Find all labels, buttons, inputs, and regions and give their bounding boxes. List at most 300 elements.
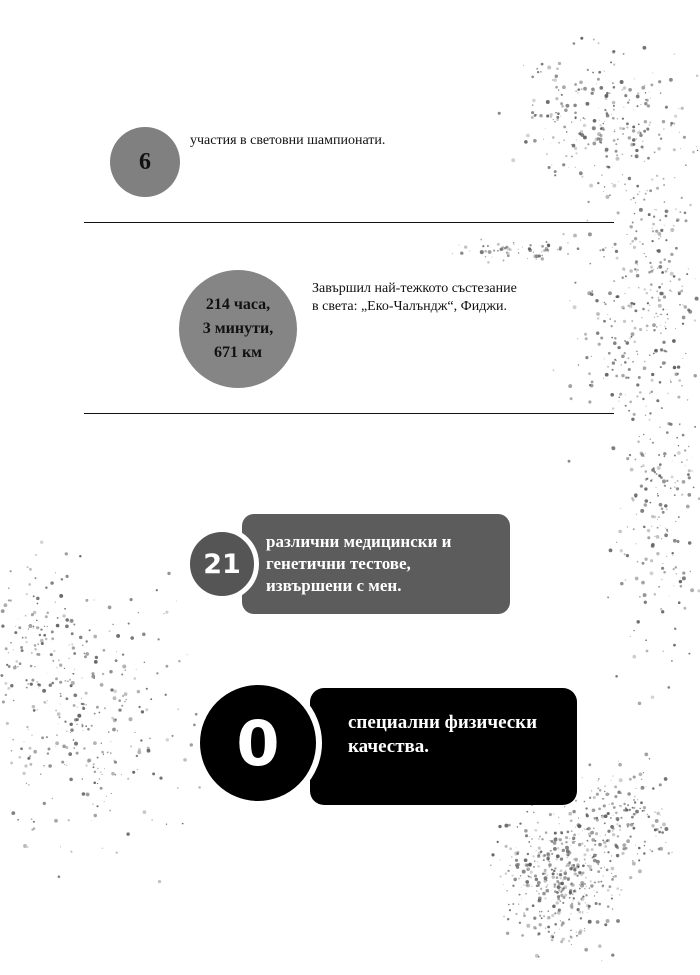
ink-dot xyxy=(619,778,623,782)
ink-dot xyxy=(538,254,541,257)
ink-dot xyxy=(604,186,605,187)
ink-dot xyxy=(649,121,651,123)
ink-dot xyxy=(552,876,555,879)
ink-dot xyxy=(22,637,24,639)
ink-dot xyxy=(580,897,584,901)
ink-dot xyxy=(556,873,558,875)
ink-dot xyxy=(630,243,632,245)
ink-dot xyxy=(6,664,8,666)
ink-dot xyxy=(503,916,505,918)
ink-dot xyxy=(545,831,548,834)
ink-dot xyxy=(541,255,543,257)
ink-dot xyxy=(506,932,509,935)
ink-dot xyxy=(595,832,598,835)
ink-dot xyxy=(607,314,608,315)
ink-dot xyxy=(598,107,599,108)
ink-dot xyxy=(113,696,117,700)
ink-dot xyxy=(596,793,599,796)
ink-dot xyxy=(675,247,678,250)
ink-dot xyxy=(580,825,581,826)
ink-dot xyxy=(533,866,535,868)
ink-dot xyxy=(137,769,139,771)
ink-dot xyxy=(562,902,564,904)
ink-dot xyxy=(551,869,553,871)
ink-dot xyxy=(604,70,605,71)
ink-dot xyxy=(631,336,633,338)
ink-dot xyxy=(625,405,627,407)
ink-dot xyxy=(578,364,579,365)
ink-dot xyxy=(603,798,604,799)
ink-dot xyxy=(586,814,589,817)
ink-dot xyxy=(102,847,104,849)
ink-dot xyxy=(27,846,29,848)
ink-dot xyxy=(58,660,59,661)
ink-dot xyxy=(657,315,659,317)
ink-dot xyxy=(559,873,562,876)
ink-dot xyxy=(671,852,673,854)
ink-dot xyxy=(11,750,12,751)
ink-dot xyxy=(626,554,629,557)
ink-dot xyxy=(13,649,14,650)
ink-dot xyxy=(47,752,49,754)
ink-dot xyxy=(567,857,568,858)
ink-dot xyxy=(644,161,645,162)
ink-dot xyxy=(606,112,609,115)
ink-dot xyxy=(613,876,615,878)
ink-dot xyxy=(66,764,68,766)
ink-dot xyxy=(612,369,614,371)
ink-dot xyxy=(492,256,493,257)
ink-dot xyxy=(613,105,615,107)
ink-dot xyxy=(586,904,590,908)
ink-dot xyxy=(598,343,601,346)
ink-dot xyxy=(629,876,632,879)
ink-dot xyxy=(549,861,550,862)
ink-dot xyxy=(507,870,509,872)
ink-dot xyxy=(570,913,571,914)
ink-dot xyxy=(674,53,676,55)
ink-dot xyxy=(637,354,638,355)
ink-dot xyxy=(603,123,605,125)
ink-dot xyxy=(548,166,551,169)
ink-dot xyxy=(666,556,667,557)
ink-dot xyxy=(552,79,554,81)
ink-dot xyxy=(669,289,671,291)
ink-dot xyxy=(15,626,16,627)
ink-dot xyxy=(651,391,654,394)
ink-dot xyxy=(576,875,578,877)
ink-dot xyxy=(641,779,642,780)
ink-dot xyxy=(603,815,605,817)
ink-dot xyxy=(65,746,68,749)
ink-dot xyxy=(20,646,23,649)
ink-dot xyxy=(584,888,585,889)
ink-dot xyxy=(657,495,659,497)
ink-dot xyxy=(638,376,641,379)
ink-dot xyxy=(680,585,683,588)
ink-dot xyxy=(605,247,607,249)
ink-dot xyxy=(615,250,618,253)
ink-dot xyxy=(565,841,567,843)
ink-dot xyxy=(591,838,595,842)
ink-dot xyxy=(585,829,586,830)
stat-description-line: различни медицински и xyxy=(266,532,452,551)
ink-dot xyxy=(633,528,635,530)
ink-dot xyxy=(545,889,549,893)
ink-dot xyxy=(564,873,565,874)
ink-dot xyxy=(62,614,65,617)
ink-dot xyxy=(130,636,134,640)
ink-dot xyxy=(554,932,555,933)
ink-dot xyxy=(669,423,672,426)
ink-dot xyxy=(533,139,537,143)
ink-dot xyxy=(624,579,626,581)
ink-dot xyxy=(558,882,562,886)
ink-dot xyxy=(37,709,38,710)
ink-dot xyxy=(601,960,602,961)
ink-dot xyxy=(71,632,74,635)
ink-dot xyxy=(58,875,61,878)
ink-dot xyxy=(571,883,575,887)
ink-dot xyxy=(609,549,613,553)
ink-dot xyxy=(562,849,565,852)
ink-dot xyxy=(618,761,619,762)
ink-dot xyxy=(588,832,592,836)
ink-dot xyxy=(25,679,27,681)
ink-dot xyxy=(641,581,645,585)
ink-dot xyxy=(580,88,582,90)
ink-dot xyxy=(663,571,666,574)
ink-dot xyxy=(570,935,572,937)
ink-dot xyxy=(664,777,668,781)
ink-dot xyxy=(583,853,586,856)
ink-dot xyxy=(32,705,36,709)
ink-dot xyxy=(635,543,636,544)
ink-dot xyxy=(578,834,579,835)
ink-dot xyxy=(651,526,652,527)
ink-dot xyxy=(626,823,629,826)
ink-dot xyxy=(506,251,508,253)
ink-dot xyxy=(680,577,681,578)
ink-dot xyxy=(632,140,633,141)
ink-dot xyxy=(570,930,571,931)
ink-dot xyxy=(569,892,570,893)
ink-dot xyxy=(573,104,576,107)
ink-dot xyxy=(662,120,665,123)
ink-dot xyxy=(70,619,74,623)
ink-dot xyxy=(681,385,683,387)
ink-dot xyxy=(51,630,54,633)
ink-dot xyxy=(146,688,148,690)
ink-dot xyxy=(31,818,33,820)
ink-dot xyxy=(609,92,610,93)
ink-dot xyxy=(41,642,44,645)
ink-dot xyxy=(93,763,95,765)
ink-dot xyxy=(537,855,540,858)
ink-dot xyxy=(628,809,631,812)
ink-dot xyxy=(660,348,664,352)
ink-dot xyxy=(682,576,686,580)
ink-dot xyxy=(643,810,645,812)
ink-dot xyxy=(654,234,655,235)
ink-dot xyxy=(550,143,551,144)
ink-dot xyxy=(81,703,83,705)
ink-dot xyxy=(644,503,648,507)
ink-dot xyxy=(572,890,575,893)
ink-dot xyxy=(642,562,645,565)
ink-dot xyxy=(554,867,556,869)
ink-dot xyxy=(679,304,681,306)
ink-dot xyxy=(660,827,662,829)
ink-dot xyxy=(532,855,534,857)
ink-dot xyxy=(611,953,614,956)
ink-dot xyxy=(598,780,599,781)
ink-dot xyxy=(627,101,629,103)
ink-dot xyxy=(30,683,33,686)
ink-dot xyxy=(178,660,181,663)
ink-dot xyxy=(99,712,101,714)
ink-dot xyxy=(122,665,126,669)
ink-dot xyxy=(64,680,66,682)
ink-dot xyxy=(612,908,613,909)
ink-dot xyxy=(589,835,591,837)
ink-dot xyxy=(182,823,184,825)
ink-dot xyxy=(574,890,576,892)
ink-dot xyxy=(604,121,605,122)
ink-dot xyxy=(560,891,561,892)
ink-dot xyxy=(638,859,640,861)
ink-dot xyxy=(584,893,585,894)
ink-dot xyxy=(596,818,599,821)
ink-dot xyxy=(661,610,664,613)
ink-dot xyxy=(634,796,636,798)
ink-dot xyxy=(507,247,510,250)
ink-dot xyxy=(694,426,696,428)
ink-dot xyxy=(57,712,61,716)
ink-dot xyxy=(517,851,520,854)
ink-dot xyxy=(614,337,617,340)
stat-value: 21 xyxy=(203,548,241,580)
ink-dot xyxy=(515,865,517,867)
ink-dot xyxy=(493,249,495,251)
ink-dot xyxy=(124,701,126,703)
ink-dot xyxy=(29,568,32,571)
ink-dot xyxy=(584,118,586,120)
ink-dot xyxy=(145,708,148,711)
ink-dot xyxy=(662,479,666,483)
ink-dot xyxy=(614,795,617,798)
ink-dot xyxy=(561,888,564,891)
ink-dot xyxy=(625,341,629,345)
ink-dot xyxy=(516,866,519,869)
ink-dot xyxy=(109,670,112,673)
ink-dot xyxy=(679,424,680,425)
ink-dot xyxy=(656,175,658,177)
ink-dot xyxy=(550,113,553,116)
ink-dot xyxy=(538,899,542,903)
ink-dot xyxy=(604,814,608,818)
ink-dot xyxy=(665,215,668,218)
ink-dot xyxy=(585,863,586,864)
ink-dot xyxy=(544,897,546,899)
ink-dot xyxy=(685,353,686,354)
ink-dot xyxy=(49,684,52,687)
ink-dot xyxy=(104,768,105,769)
ink-dot xyxy=(605,155,608,158)
ink-dot xyxy=(113,760,116,763)
ink-dot xyxy=(604,923,607,926)
ink-dot xyxy=(558,888,561,891)
ink-dot xyxy=(650,502,652,504)
ink-dot xyxy=(651,543,655,547)
ink-dot xyxy=(150,698,152,700)
ink-dot xyxy=(666,314,668,316)
ink-dot xyxy=(82,725,84,727)
ink-dot xyxy=(600,134,603,137)
ink-dot xyxy=(633,630,634,631)
ink-dot xyxy=(10,761,13,764)
ink-dot xyxy=(551,853,553,855)
ink-dot xyxy=(662,309,664,311)
ink-dot xyxy=(538,897,542,901)
ink-dot xyxy=(82,645,83,646)
ink-dot xyxy=(588,400,591,403)
ink-dot xyxy=(614,359,616,361)
ink-dot xyxy=(124,692,128,696)
ink-dot xyxy=(587,865,589,867)
ink-dot xyxy=(660,366,662,368)
ink-dot xyxy=(665,328,667,330)
ink-dot xyxy=(601,127,604,130)
ink-dot xyxy=(558,909,560,911)
ink-dot xyxy=(525,834,528,837)
ink-dot xyxy=(535,928,537,930)
ink-dot xyxy=(658,297,660,299)
ink-dot xyxy=(695,297,699,301)
ink-dot xyxy=(609,318,611,320)
ink-dot xyxy=(528,248,532,252)
ink-dot xyxy=(636,95,640,99)
ink-dot xyxy=(645,256,647,258)
ink-dot xyxy=(531,76,534,79)
ink-dot xyxy=(691,470,693,472)
ink-dot xyxy=(561,890,563,892)
ink-dot xyxy=(93,782,96,785)
ink-dot xyxy=(605,148,609,152)
ink-dot xyxy=(8,599,10,601)
ink-dot xyxy=(633,303,636,306)
ink-dot xyxy=(605,303,607,305)
ink-dot xyxy=(13,700,15,702)
ink-dot xyxy=(560,116,561,117)
ink-dot xyxy=(658,238,659,239)
ink-dot xyxy=(611,183,612,184)
ink-dot xyxy=(607,905,610,908)
ink-dot xyxy=(55,710,57,712)
ink-dot xyxy=(666,509,668,511)
ink-dot xyxy=(634,801,636,803)
ink-dot xyxy=(81,726,83,728)
ink-dot xyxy=(557,885,561,889)
ink-dot xyxy=(560,831,563,834)
ink-dot xyxy=(568,861,571,864)
ink-dot xyxy=(33,626,35,628)
ink-dot xyxy=(632,498,635,501)
ink-dot xyxy=(152,772,155,775)
ink-dot xyxy=(588,232,592,236)
ink-dot xyxy=(108,731,109,732)
ink-dot xyxy=(574,889,576,891)
ink-dot xyxy=(93,599,94,600)
ink-dot xyxy=(613,280,615,282)
ink-dot xyxy=(36,654,38,656)
ink-dot xyxy=(677,365,680,368)
ink-dot xyxy=(109,630,111,632)
ink-dot xyxy=(663,295,666,298)
ink-dot xyxy=(40,628,42,630)
ink-dot xyxy=(533,926,536,929)
ink-dot xyxy=(522,870,526,874)
ink-dot xyxy=(507,254,510,257)
ink-dot xyxy=(616,154,618,156)
ink-dot xyxy=(45,638,48,641)
ink-dot xyxy=(606,166,609,169)
ink-dot xyxy=(545,247,548,250)
ink-dot xyxy=(616,887,619,890)
stat-value-line: 671 км xyxy=(213,344,263,361)
ink-dot xyxy=(585,894,587,896)
ink-dot xyxy=(4,682,7,685)
ink-dot xyxy=(539,835,541,837)
ink-dot xyxy=(573,872,576,875)
ink-dot xyxy=(598,778,600,780)
ink-dot xyxy=(177,787,179,789)
ink-dot xyxy=(641,453,645,457)
ink-dot xyxy=(566,849,570,853)
ink-dot xyxy=(546,241,548,243)
ink-dot xyxy=(573,867,577,871)
ink-dot xyxy=(166,824,167,825)
ink-dot xyxy=(627,804,629,806)
ink-dot xyxy=(93,635,97,639)
ink-dot xyxy=(617,819,619,821)
ink-dot xyxy=(82,703,85,706)
ink-dot xyxy=(480,250,484,254)
ink-dot xyxy=(620,817,622,819)
ink-dot xyxy=(585,886,587,888)
ink-dot xyxy=(641,466,643,468)
ink-dot xyxy=(34,666,35,667)
ink-dot xyxy=(660,476,663,479)
ink-dot xyxy=(660,332,662,334)
ink-dot xyxy=(582,117,584,119)
ink-dot xyxy=(82,707,85,710)
ink-dot xyxy=(639,436,640,437)
ink-dot xyxy=(505,845,508,848)
ink-dot xyxy=(678,445,679,446)
ink-dot xyxy=(683,607,686,610)
ink-dot xyxy=(577,901,579,903)
ink-dot xyxy=(618,763,622,767)
ink-dot xyxy=(580,133,584,137)
ink-dot xyxy=(579,171,583,175)
ink-dot xyxy=(667,318,669,320)
ink-dot xyxy=(656,473,658,475)
ink-dot xyxy=(112,624,114,626)
ink-dot xyxy=(629,305,632,308)
ink-dot xyxy=(569,893,571,895)
ink-dot xyxy=(71,681,75,685)
